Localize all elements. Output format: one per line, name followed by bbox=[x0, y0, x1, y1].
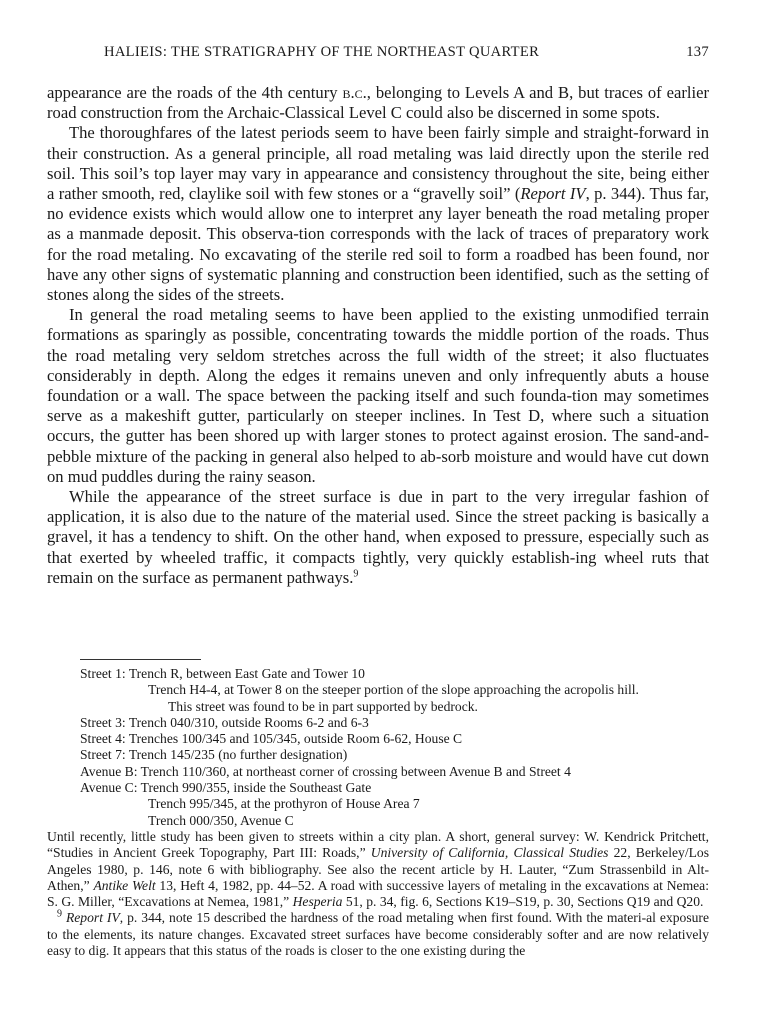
note8-part-a: Until recently, little study has been given to streets within a city plan. A short, general survey: W. Kendrick Pritchett, “Studies in Ancient Greek Topography, Part III: Roads,” bbox=[47, 828, 709, 861]
street-list-item: Street 4: Trenches 100/345 and 105/345, outside Room 6-62, House C bbox=[80, 731, 463, 747]
street-list-item: Trench H4-4, at Tower 8 on the steeper portion of the slope approaching the acropolis hill. bbox=[148, 682, 639, 698]
page-number: 137 bbox=[686, 44, 709, 60]
paragraph-1-text-b: , belonging to Levels A and B, but traces of earlier road construction from the Archaic-Classical Level C could also be discerned in some spots. bbox=[47, 83, 709, 123]
street-list-item: Street 7: Trench 145/235 (no further designation) bbox=[80, 747, 348, 763]
bc-abbrev: b.c. bbox=[342, 83, 367, 102]
street-list-item: Avenue C: Trench 990/355, inside the Southeast Gate bbox=[80, 780, 372, 796]
street-list-item: Trench 000/350, Avenue C bbox=[148, 812, 294, 828]
street-list-item: Street 3: Trench 040/310, outside Rooms 6-2 and 6-3 bbox=[80, 714, 369, 730]
paragraph-4 bbox=[47, 487, 709, 588]
street-list-item: Street 1: Trench R, between East Gate and Tower 10 bbox=[80, 666, 365, 681]
footnote-9 bbox=[47, 910, 709, 959]
footnote-9-marker: 9 bbox=[353, 568, 359, 580]
paragraph-2-text-b: , p. 344). Thus far, no evidence exists which would allow one to interpret any layer beneath the road metaling proper as a manmade deposit. This observa-tion corresponds with the lack of traces of preparatory work for the road metaling. No excavating of the sterile red soil to form a roadbed has been found, nor have any other signs of systematic planning and construction been identified, such as the setting of stones along the sides of the streets. bbox=[47, 184, 709, 305]
note8-part-e: 13, Heft 4, 1982, pp. 44–52. A road with successive layers of metaling in the excavations at Nemea: S. G. Miller, “Excavations at Nemea, 1981,” bbox=[47, 877, 709, 910]
street-list-item: Trench 995/345, at the prothyron of House Area 7 bbox=[148, 796, 420, 812]
street-list-item: This street was found to be in part supported by bedrock. bbox=[168, 698, 478, 714]
paragraph-1 bbox=[47, 83, 709, 123]
note8-journal-antike-welt: Antike Welt bbox=[93, 877, 156, 893]
running-header bbox=[47, 44, 709, 64]
paragraph-4-text: While the appearance of the street surface is due in part to the very irregular fashion of application, it is also due to the nature of the material used. Since the street packing is basically a gravel, it has a tendency to shift. On the other hand, when exposed to pressure, especially such as that exerted by wheeled traffic, it compacts tightly, very quickly establish-ing wheel ruts that remain on the surface as permanent pathways. bbox=[47, 487, 709, 587]
main-text bbox=[47, 83, 709, 588]
footnote-9-text: , p. 344, note 15 described the hardness of the road metaling when first found. With the materi-al exposure to the elements, its nature changes. Excavated street surfaces have become considerably softer and are now relatively easy to dig. It appears that this status of the roads is closer to the one existing during the bbox=[47, 910, 709, 959]
note8-part-c: 22, Berkeley/Los Angeles 1980, p. 146, note 6 with bibliography. See also the recent article by H. Lauter, “Zum Strassenbild in Alt-Athen,” bbox=[47, 845, 709, 893]
footnotes bbox=[47, 666, 709, 959]
running-title: HALIEIS: THE STRATIGRAPHY OF THE NORTHEAST QUARTER bbox=[104, 44, 540, 60]
paragraph-3: In general the road metaling seems to have been applied to the existing unmodified terrain formations as sparingly as possible, concentrating towards the middle portion of the roads. Thus the road metaling very seldom stretches across the full width of the street; it also fluctuates considerably in depth. Along the edges it remains uneven and only infrequently abuts a house foundation or a wall. The space between the packing itself and such founda-tion may sometimes serve as a makeshift gutter, particularly on steeper inclines. In Test D, where such a situation occurs, the gutter has been shored up with larger stones to protect against erosion. The sand-and-pebble mixture of the packing in general also helped to ab-sorb moisture and would have cut down on mud puddles during the rainy season. bbox=[47, 305, 709, 486]
street-list-item: Avenue B: Trench 110/360, at northeast corner of crossing between Avenue B and Street 4 bbox=[80, 763, 571, 779]
footnote-9-number: 9 bbox=[57, 908, 62, 920]
footnote-8-text bbox=[47, 829, 709, 910]
paragraph-1-text-a: appearance are the roads of the 4th century bbox=[47, 83, 343, 102]
footnote-divider bbox=[80, 659, 201, 660]
note8-part-g: 51, p. 34, fig. 6, Sections K19–S19, p. 30, Sections Q19 and Q20. bbox=[342, 894, 704, 910]
note8-journal-hesperia: Hesperia bbox=[292, 894, 343, 910]
footnote-9-report-ref: Report IV bbox=[65, 910, 120, 926]
report-iv-ref: Report IV bbox=[520, 184, 586, 204]
note8-journal-uc: University of California, Classical Studies bbox=[370, 845, 609, 861]
paragraph-2-text-a: The thoroughfares of the latest periods seem to have been fairly simple and straight-forward in their construction. As a general principle, all road metaling was laid directly upon the sterile red soil. This soil’s top layer may vary in appearance and consistency throughout the site, being either a rather smooth, red, claylike soil with few stones or a “gravelly soil” ( bbox=[47, 123, 709, 204]
paragraph-2 bbox=[47, 123, 709, 305]
